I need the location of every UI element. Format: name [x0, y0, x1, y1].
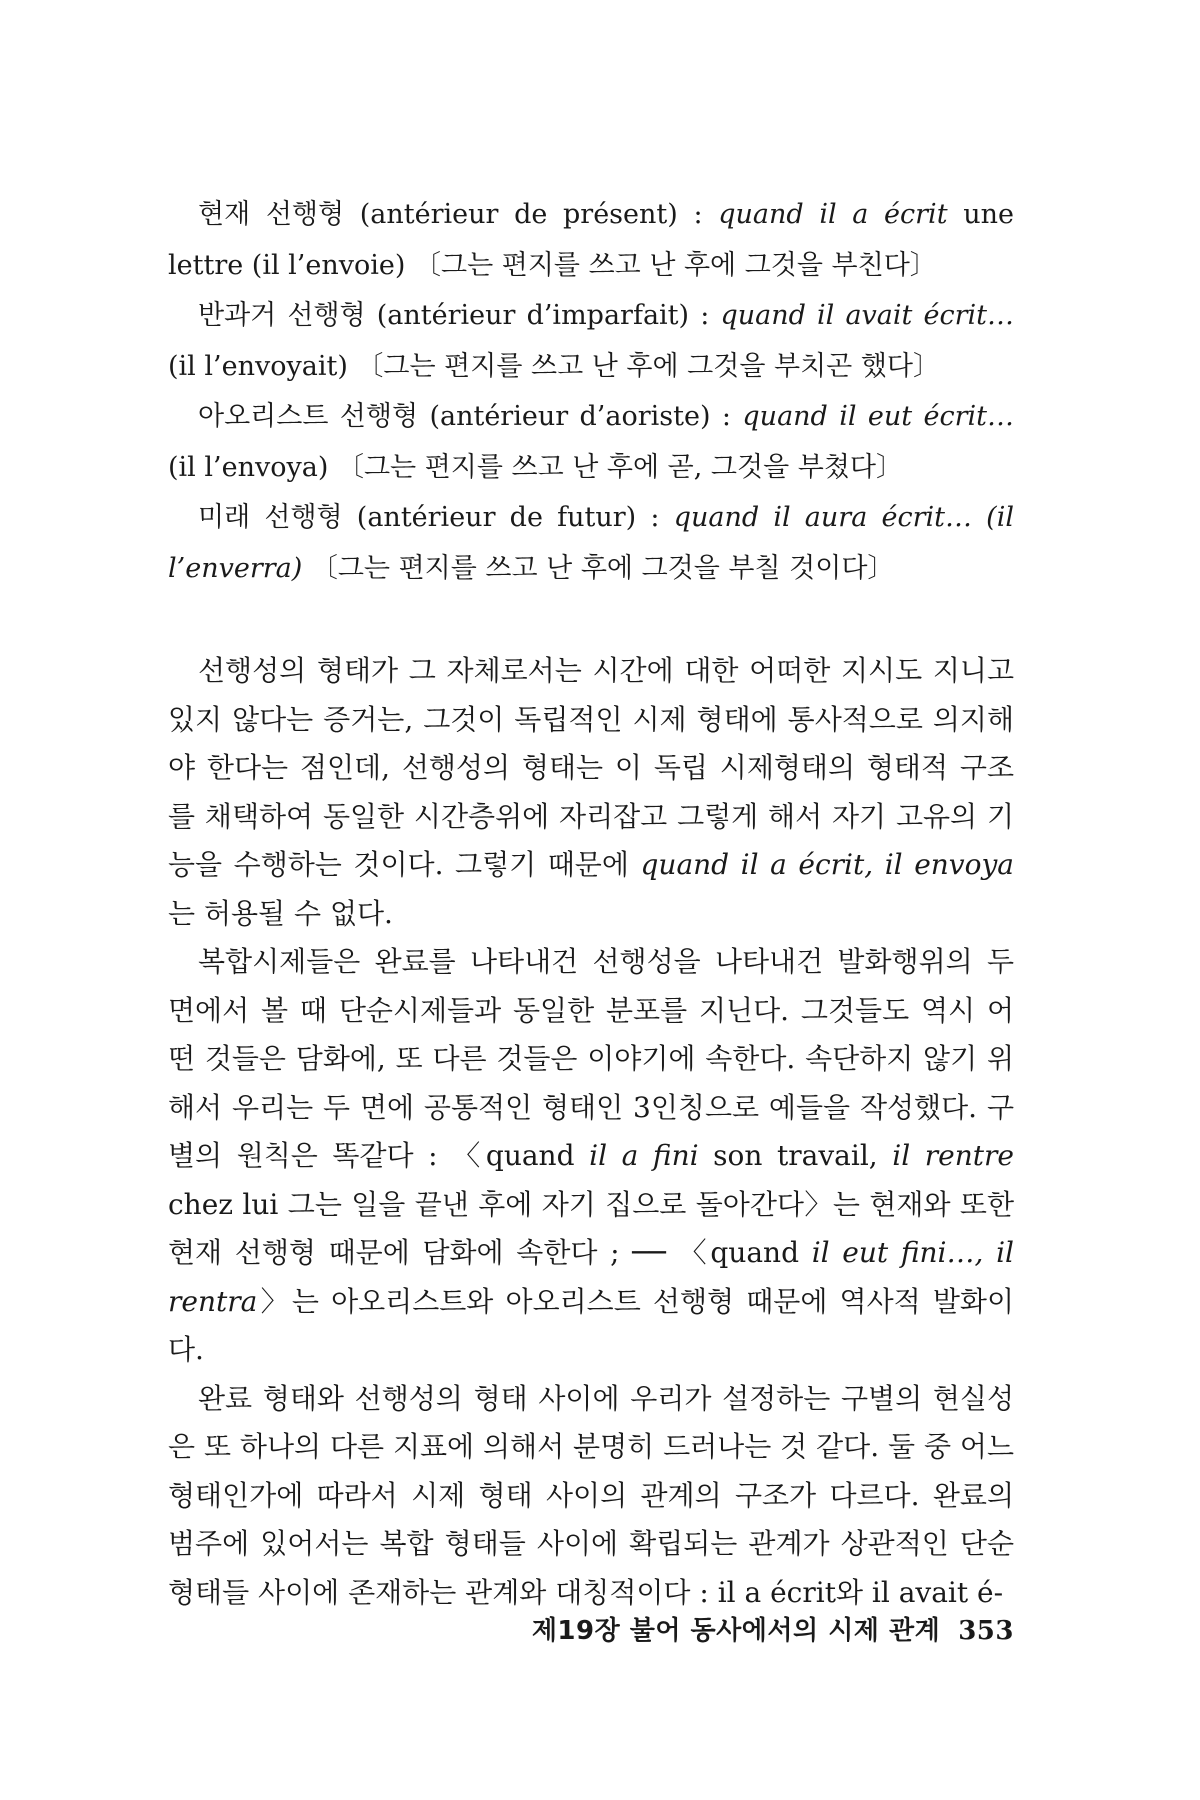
page-number: 353	[958, 1616, 1014, 1646]
example-translation: 〔그는 편지를 쓰고 난 후에 그것을 부칠 것이다〕	[302, 552, 895, 584]
page-content	[168, 190, 1014, 1617]
example-french-italic: quand il avait écrit…	[720, 300, 1015, 331]
example-label: 현재 선행형 (antérieur de présent) :	[198, 199, 719, 230]
example-anterior-imperfect	[168, 291, 1014, 392]
paragraph-2	[168, 938, 1014, 1375]
paragraph-text: 〉는 아오리스트와 아오리스트 선행형 때문에 역사적 발화이다.	[168, 1284, 1014, 1366]
example-translation: (il l’envoya) 〔그는 편지를 쓰고 난 후에 곧, 그것을 부쳤다〕	[168, 451, 904, 483]
paragraph-italic: il eut fini…, il rentra	[168, 1236, 1014, 1318]
example-french-italic: quand il eut écrit…	[742, 401, 1015, 432]
example-label: 아오리스트 선행형 (antérieur d’aoriste) :	[198, 401, 743, 432]
paragraph-italic: quand il a écrit, il envoya	[640, 848, 1014, 881]
paragraph-text: son travail,	[698, 1139, 893, 1172]
body-text	[168, 647, 1014, 1617]
example-label: 반과거 선행형 (antérieur d’imparfait) :	[198, 300, 721, 331]
example-french-italic: quand il a écrit	[718, 199, 948, 230]
running-head-chapter: 제19장 불어 동사에서의 시제 관계	[531, 1616, 941, 1646]
paragraph-italic: il rentre	[892, 1139, 1014, 1172]
example-anterior-future	[168, 493, 1014, 594]
paragraph-text: 선행성의 형태가 그 자체로서는 시간에 대한 어떠한 지시도 지니고 있지 않다는 증거는, 그것이 독립적인 시제 형태에 통사적으로 의지해야 한다는 점인데, 선행성의 형태는 이 독립 시제형태의 형태적 구조를 채택하여 동일한 시간층위에 자리잡고 그렇게 해서 자기 고유의 기능을 수행하는 것이다. 그렇기 때문에	[168, 654, 1014, 881]
example-translation: une lettre (il l’envoie) 〔그는 편지를 쓰고 난 후에 그것을 부친다〕	[168, 199, 1014, 281]
example-label: 미래 선행형 (antérieur de futur) :	[198, 502, 674, 533]
example-translation: (il l’envoyait) 〔그는 편지를 쓰고 난 후에 그것을 부치곤 했다〕	[168, 350, 940, 382]
paragraph-text: 는 허용될 수 없다.	[168, 896, 393, 930]
paragraph-1	[168, 647, 1014, 938]
example-anterior-present	[168, 190, 1014, 291]
paragraph-italic: il a fini	[589, 1139, 699, 1172]
paragraph-text: 복합시제들은 완료를 나타내건 선행성을 나타내건 발화행위의 두 면에서 볼 때 단순시제들과 동일한 분포를 지닌다. 그것들도 역시 어떤 것들은 담화에, 또 다른 것들은 이야기에 속한다. 속단하지 않기 위해서 우리는 두 면에 공통적인 형태인 3인칭으로 예들을 작성했다. 구별의 원칙은 똑같다 : 〈quand	[168, 945, 1014, 1172]
tense-examples-list	[168, 190, 1014, 594]
example-french-italic: quand il aura écrit… (il l’enverra)	[168, 502, 1014, 584]
paragraph-3	[168, 1375, 1014, 1618]
example-anterior-aorist	[168, 392, 1014, 493]
paragraph-text: 완료 형태와 선행성의 형태 사이에 우리가 설정하는 구별의 현실성은 또 하나의 다른 지표에 의해서 분명히 드러나는 것 같다. 둘 중 어느 형태인가에 따라서 시제 형태 사이의 관계의 구조가 다르다. 완료의 범주에 있어서는 복합 형태들 사이에 확립되는 관계가 상관적인 단순형태들 사이에 존재하는 관계와 대칭적이다 : il a écrit와 il avait é-	[168, 1381, 1015, 1609]
page-footer	[532, 1610, 1014, 1647]
paragraph-text: chez lui 그는 일을 끝낸 후에 자기 집으로 돌아간다〉는 현재와 또한 현재 선행형 때문에 담화에 속한다 ; ── 〈quand	[168, 1187, 1014, 1269]
